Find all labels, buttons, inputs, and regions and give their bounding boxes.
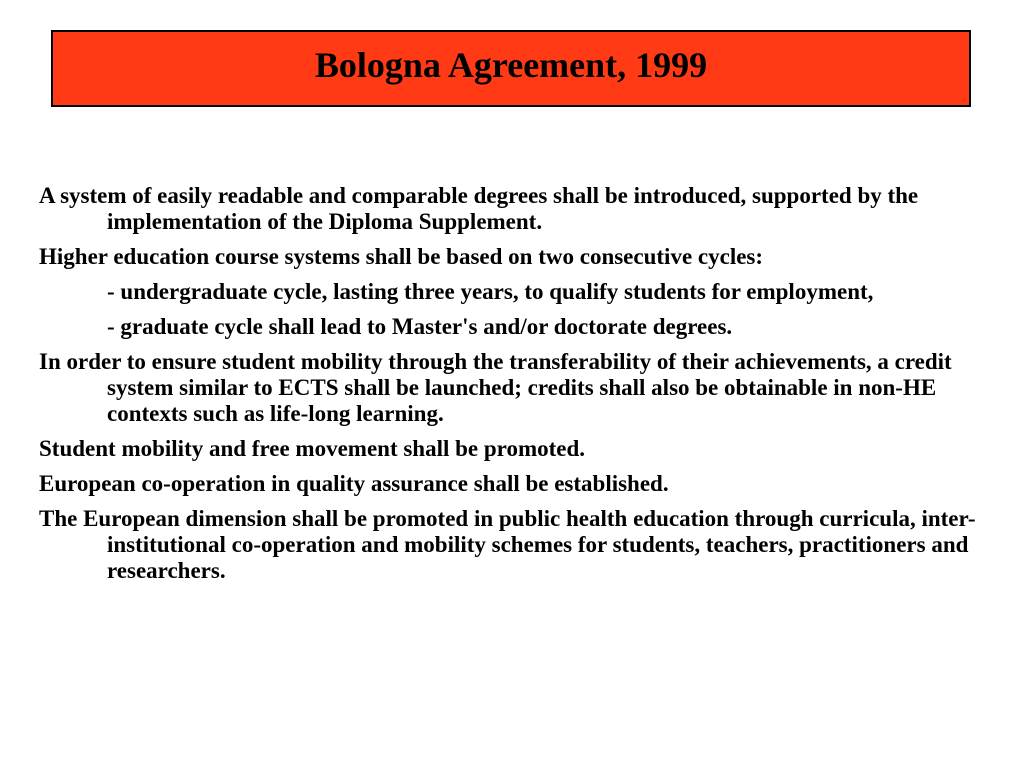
paragraph-cycles: Higher education course systems shall be based on two consecutive cycles: [39,244,764,269]
paragraph-mobility: Student mobility and free movement shall be promoted. [39,436,586,461]
paragraph-credit-system: In order to ensure student mobility through the transferability of their achievements, a credit system similar to ECTS shall be launched; credits shall also be obtainable in non-HE contexts such as life-long learning. [39,349,952,426]
paragraph-european-dimension: The European dimension shall be promoted in public health education through curricula, inter-institutional co-operation and mobility schemes for students, teachers, practitioners and researchers. [39,506,976,583]
paragraph-graduate-cycle: - graduate cycle shall lead to Master's and/or doctorate degrees. [107,314,733,339]
title-banner [51,30,971,107]
paragraph-quality-assurance: European co-operation in quality assurance shall be established. [39,471,669,496]
slide-body [39,183,989,593]
paragraph-undergraduate-cycle: - undergraduate cycle, lasting three years, to qualify students for employment, [107,279,874,304]
slide-title: Bologna Agreement, 1999 [314,44,708,85]
paragraph-degrees: A system of easily readable and comparable degrees shall be introduced, supported by the implementation of the Diploma Supplement. [39,183,919,234]
